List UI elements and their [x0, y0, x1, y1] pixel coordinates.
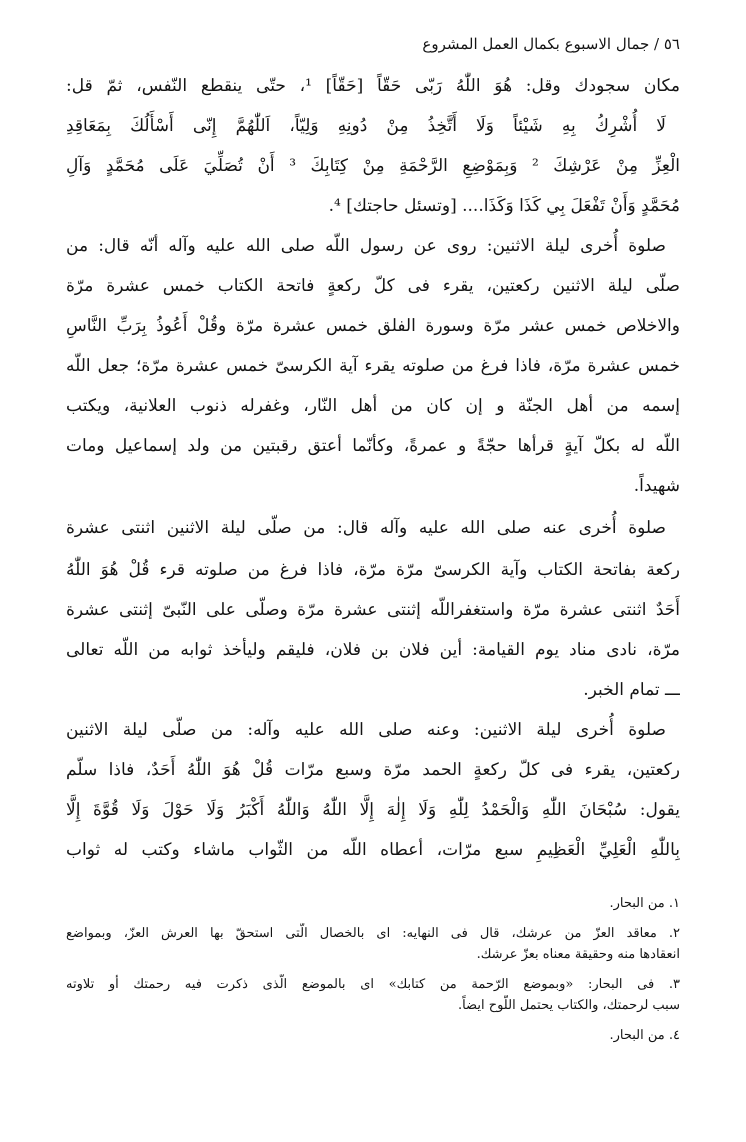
text-line: صلوة أُخری عنه صلی الله علیه وآله قال: من صلّی لیلة الاثنین اثنتی عشرة	[66, 518, 666, 538]
footnote-line: ٤. من البحار.	[609, 1028, 680, 1043]
text-line: والاخلاص خمس عشر مرّة وسورة الفلق خمس عشرة مرّة وقُلْ أَعُوذُ بِرَبِّ النَّاسِ	[66, 316, 680, 336]
text-line: بِاللّٰهِ الْعَلِيِّ الْعَظِيمِ سبع مرّات، أعطاه اللّه من الثّواب ماشاء وکتب له ثواب	[66, 840, 680, 860]
footnote-line: ٣. فی البحار: «وبموضع الرّحمة من کتابك» ای بالموضع الّذی ذکرت فیه رحمتك أو تلاوته	[66, 977, 680, 992]
text-line: مرّة، نادی مناد یوم القیامة: أین فلان بن فلان، فلیقم ولیأخذ ثوابه من اللّه تعالی	[66, 640, 680, 660]
footnote-line: سبب لرحمتك، والکتاب یحتمل اللّوح ایضاً.	[457, 998, 680, 1013]
text-line: مُحَمَّدٍ وَأَنْ تَفْعَلَ بِي كَذَا وَكَذَا.... [وتسئل حاجتك] ⁴.	[328, 196, 680, 216]
main-text	[66, 66, 680, 870]
text-line: رکعة بفاتحة الکتاب وآیة الکرسیّ مرّة مرّة، فاذا فرغ من صلوته قرء قُلْ هُوَ اللّٰهُ	[66, 560, 680, 580]
text-line: خمس عشرة مرّة، فاذا فرغ من صلوته یقرء آیة الکرسیّ خمس عشرة مرّة؛ جعل اللّه	[66, 356, 680, 376]
text-line: شهیداً.	[633, 476, 680, 496]
footnote-line: ١. من البحار.	[609, 896, 680, 911]
text-line: ـــ تمام الخبر.	[583, 680, 680, 700]
text-line: رکعتین، یقرء فی کلّ رکعةٍ الحمد مرّة وسبع مرّات قُلْ هُوَ اللّٰهُ أَحَدٌ، فاذا سلّم	[66, 760, 680, 780]
footnote-1	[66, 893, 680, 914]
text-line: صلوة أُخری لیلة الاثنین: وعنه صلی الله علیه وآله: من صلّی لیلة الاثنین	[66, 720, 666, 740]
text-line: صلوة أُخری لیلة الاثنین: روی عن رسول اللّه صلی الله علیه وآله أنّه قال: من	[66, 236, 666, 256]
text-line: صلّی لیلة الاثنین رکعتین، یقرء فی کلّ رکعةٍ فاتحة الکتاب خمس عشرة مرّة	[66, 276, 680, 296]
footnote-line: ٢. معاقد العزّ من عرشك، قال فی النهایه: ای بالخصال الّتی استحقّ بها العرش العزّ، وبمواضع	[66, 926, 680, 941]
footnotes	[66, 893, 680, 1055]
text-line: یقول: سُبْحَانَ اللّٰهِ وَالْحَمْدُ لِلّٰهِ وَلَا إِلٰهَ إِلَّا اللّٰهُ وَاللّٰهُ أَكْبَرُ وَلَا حَوْلَ وَلَا قُوَّةَ إِلَّا	[66, 800, 680, 820]
footnote-line: انعقادها منه وحقیقة معناه بعزّ عرشك.	[476, 947, 680, 962]
running-header: ٥٦ / جمال الاسبوع بكمال العمل المشروع	[422, 35, 680, 53]
text-line: الْعِزِّ مِنْ عَرْشِكَ ² وَبِمَوْضِعِ الرَّحْمَةِ مِنْ كِتَابِكَ ³ أَنْ تُصَلِّيَ عَلَى مُحَمَّدٍ وَآلِ	[66, 156, 680, 176]
footnote-2	[66, 923, 680, 965]
footnote-4	[66, 1025, 680, 1046]
text-line: أَحَدٌ اثنتی عشرة مرّة واستغفراللّه إثنتی عشرة مرّة وصلّی علی النّبیّ إثنتی عشرة	[66, 600, 680, 620]
text-line: مكان سجودك وقل: هُوَ اللّٰهُ رَبّی حَقّاً [حَقّاً] ¹، حتّی ینقطع النّفس، ثمّ قل:	[66, 76, 680, 96]
footnote-3	[66, 974, 680, 1016]
text-line: لَا أُشْرِكُ بِهِ شَيْئاً وَلَا أَتَّخِذُ مِنْ دُونِهِ وَلِيّاً، اَللّٰهُمَّ إِنّی أَسْأَلُكَ بِمَعَاقِدِ	[66, 116, 666, 136]
text-line: إسمه من أهل الجنّة و إن کان من أهل النّار، وغفرله ذنوب العلانیة، ویکتب	[66, 396, 680, 416]
text-line: اللّه له بکلّ آیةٍ قرأها حجّةً و عمرةً، وکأنّما أعتق رقبتین من ولد إسماعیل ومات	[66, 436, 680, 456]
